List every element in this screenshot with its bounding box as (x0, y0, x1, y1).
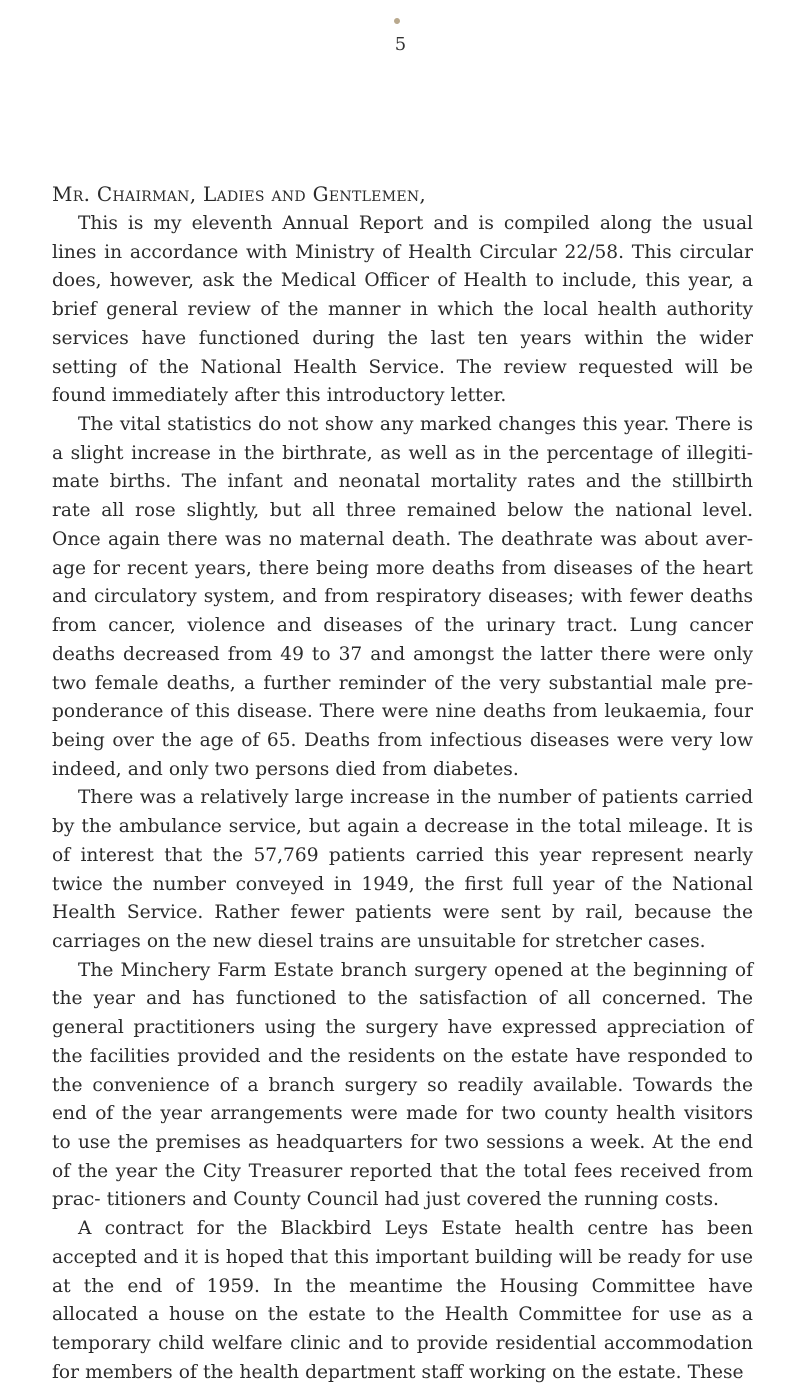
ink-spot (393, 17, 401, 25)
page-number: 5 (394, 34, 407, 55)
letter-body (52, 210, 753, 1387)
paragraph: The Minchery Farm Estate branch surgery opened at the beginning of the year and has functioned to the satisfaction of all concerned. The general practitioners using the surgery have expressed appreciation of the facilities provided and the residents on the estate have responded to the convenience of a branch surgery so readily available. Towards the end of the year arrangements were made for two county health visitors to use the premises as headquarters for two sessions a week. At the end of the year the City Treasurer reported that the total fees received from prac- titioners and County Council had just covered the running costs. (52, 959, 753, 1211)
paragraph: A contract for the Blackbird Leys Estate health centre has been accepted and it is hoped that this important building will be ready for use at the end of 1959. In the meantime the Housing Committee have allocated a house on the estate to the Health Committee for use as a temporary child welfare clinic and to provide residential accommodation for members of the health department staff working on the estate. These (52, 1218, 753, 1383)
paragraph: The vital statistics do not show any marked changes this year. There is a slight increase in the birthrate, as well as in the percentage of illegiti- mate births. The infant and neonatal mortality rates and the stillbirth rate all rose slightly, but all three remained below the national level. Once again there was no maternal death. The deathrate was about aver- age for recent years, there being more deaths from diseases of the heart and circulatory system, and from respiratory diseases; with fewer deaths from cancer, violence and diseases of the urinary tract. Lung cancer deaths decreased from 49 to 37 and amongst the latter there were only two female deaths, a further reminder of the very substantial male pre- ponderance of this disease. There were nine deaths from leukaemia, four being over the age of 65. Deaths from infectious diseases were very low indeed, and only two persons died from diabetes. (52, 414, 753, 780)
salutation: Mr. Chairman, Ladies and Gentlemen, (52, 182, 427, 206)
paragraph: This is my eleventh Annual Report and is compiled along the usual lines in accordance with Ministry of Health Circular 22/58. This circular does, however, ask the Medical Officer of Health to include, this year, a brief general review of the manner in which the local health authority services have functioned during the last ten years within the wider setting of the National Health Service. The review requested will be found immediately after this introductory letter. (52, 213, 753, 407)
paragraph: There was a relatively large increase in the number of patients carried by the ambulance service, but again a decrease in the total mileage. It is of interest that the 57,769 patients carried this year represent nearly twice the number conveyed in 1949, the first full year of the National Health Service. Rather fewer patients were sent by rail, because the carriages on the new diesel trains are unsuitable for stretcher cases. (52, 787, 753, 952)
